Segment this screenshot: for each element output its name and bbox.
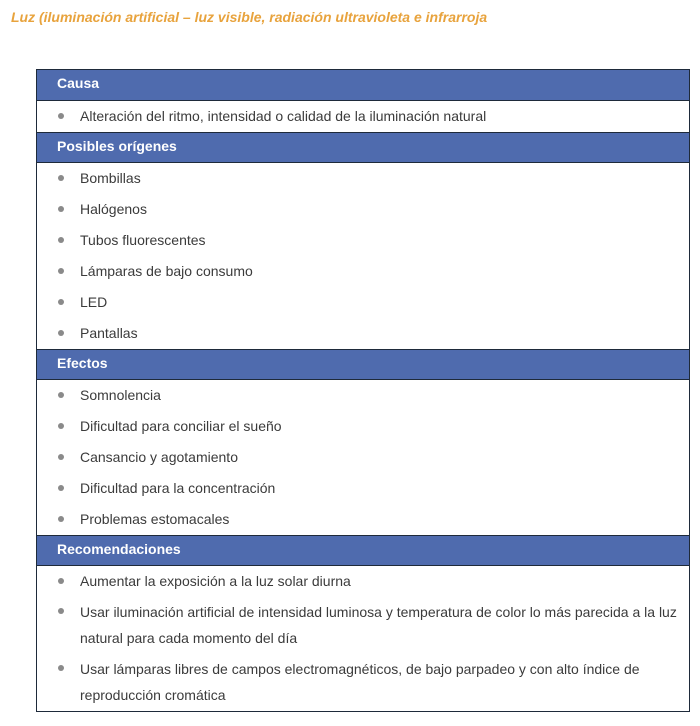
bullet-icon <box>58 113 64 119</box>
list-item-text: Lámparas de bajo consumo <box>80 263 253 279</box>
list-item-text: Problemas estomacales <box>80 511 230 527</box>
bullet-icon <box>58 206 64 212</box>
list-item-text: Usar lámparas libres de campos electromagnéticos, de bajo parpadeo y con alto índice de reproducción cromática <box>80 661 640 703</box>
list-item-text: Usar iluminación artificial de intensidad luminosa y temperatura de color lo más parecida a la luz natural para cada momento del día <box>80 604 677 646</box>
list-item-text: Dificultad para la concentración <box>80 480 276 496</box>
list-item <box>37 101 689 132</box>
bullet-icon <box>58 268 64 274</box>
list-item-text: LED <box>80 294 108 310</box>
list-item <box>37 380 689 411</box>
list-item-text: Somnolencia <box>80 387 161 403</box>
list-item-text: Pantallas <box>80 325 138 341</box>
section-heading-efectos: Efectos <box>37 349 689 380</box>
list-item <box>37 318 689 349</box>
section-body-recomendaciones <box>37 566 689 711</box>
list-item <box>37 473 689 504</box>
list-item <box>37 442 689 473</box>
bullet-icon <box>58 330 64 336</box>
section-heading-origenes: Posibles orígenes <box>37 132 689 163</box>
list-item-text: Cansancio y agotamiento <box>80 449 238 465</box>
section-heading-recomendaciones: Recomendaciones <box>37 535 689 566</box>
list-item <box>37 225 689 256</box>
section-body-origenes <box>37 163 689 349</box>
bullet-icon <box>58 516 64 522</box>
list-item <box>37 597 689 654</box>
list-item <box>37 504 689 535</box>
list-item-text: Bombillas <box>80 170 141 186</box>
section-body-causa <box>37 101 689 132</box>
list-item <box>37 287 689 318</box>
list-item <box>37 411 689 442</box>
list-item-text: Aumentar la exposición a la luz solar diurna <box>80 573 351 589</box>
list-item-text: Dificultad para conciliar el sueño <box>80 418 282 434</box>
section-heading-causa: Causa <box>37 70 689 101</box>
list-item <box>37 163 689 194</box>
bullet-icon <box>58 237 64 243</box>
list-item <box>37 566 689 597</box>
list-item-text: Alteración del ritmo, intensidad o calidad de la iluminación natural <box>80 108 487 124</box>
list-item <box>37 256 689 287</box>
document-title: Luz (iluminación artificial – luz visible, radiación ultravioleta e infrarroja <box>11 9 488 25</box>
bullet-icon <box>58 665 64 671</box>
bullet-icon <box>58 578 64 584</box>
list-item-text: Halógenos <box>80 201 147 217</box>
bullet-icon <box>58 423 64 429</box>
bullet-icon <box>58 608 64 614</box>
bullet-icon <box>58 175 64 181</box>
bullet-icon <box>58 454 64 460</box>
list-item <box>37 654 689 711</box>
bullet-icon <box>58 299 64 305</box>
list-item <box>37 194 689 225</box>
bullet-icon <box>58 485 64 491</box>
list-item-text: Tubos fluorescentes <box>80 232 206 248</box>
info-table <box>36 69 690 712</box>
section-body-efectos <box>37 380 689 535</box>
bullet-icon <box>58 392 64 398</box>
